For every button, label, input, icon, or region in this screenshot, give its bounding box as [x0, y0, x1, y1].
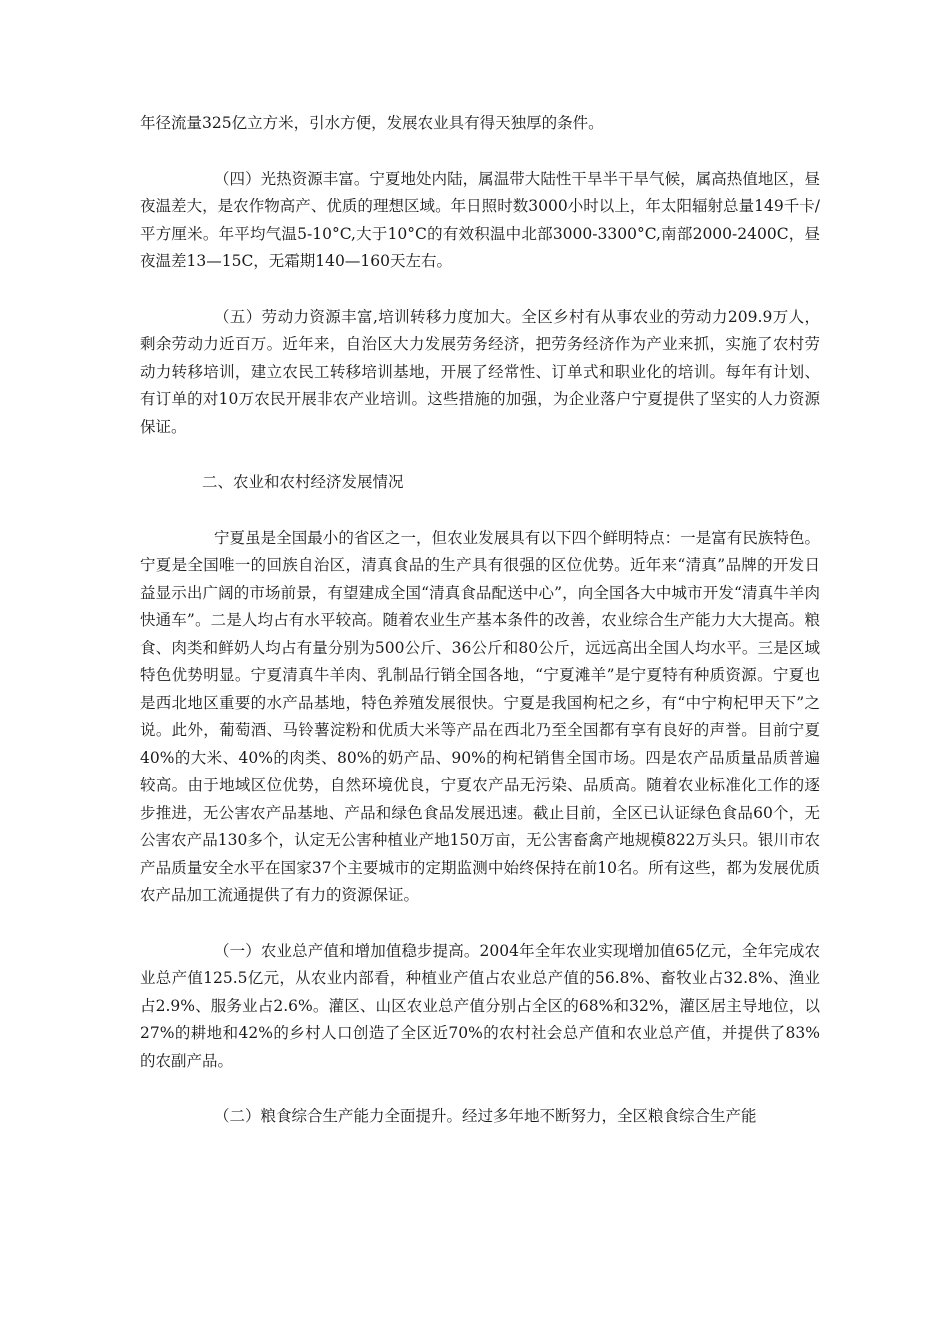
paragraph-light-heat-resources: （四）光热资源丰富。宁夏地处内陆，属温带大陆性干旱半干旱气候，属高热值地区，昼夜温差大，是农作物高产、优质的理想区域。年日照时数3000小时以上，年太阳辐射总量149千卡/平方厘米。年平均气温5-10°C,大于10°C的有效积温中北部3000-3300°C,南部2000-2400C，昼夜温差13—15C，无霜期140—160天左右。 — [140, 169, 820, 270]
document-page — [140, 110, 820, 1159]
section-heading-agriculture: 二、农业和农村经济发展情况 — [202, 473, 404, 491]
paragraph-water-flow: 年径流量325亿立方米，引水方便，发展农业具有得天独厚的条件。 — [140, 114, 604, 132]
paragraph-output-value: （一）农业总产值和增加值稳步提高。2004年全年农业实现增加值65亿元，全年完成农业总产值125.5亿元，从农业内部看，种植业产值占农业总产值的56.8%、畜牧业占32.8%、渔业占2.9%、服务业占2.6%。灌区、山区农业总产值分别占全区的68%和32%，灌区居主导地位，以27%的耕地和42%的乡村人口创造了全区近70%的农村社会总产值和农业总产值，并提供了83%的农副产品。 — [140, 941, 820, 1070]
paragraph-agriculture-features: 宁夏虽是全国最小的省区之一，但农业发展具有以下四个鲜明特点：一是富有民族特色。宁夏是全国唯一的回族自治区，清真食品的生产具有很强的区位优势。近年来“清真”品牌的开发日益显示出广阔的市场前景，有望建成全国“清真食品配送中心”，向全国各大中城市开发“清真牛羊肉快通车”。二是人均占有水平较高。随着农业生产基本条件的改善，农业综合生产能力大大提高。粮食、肉类和鲜奶人均占有量分别为500公斤、36公斤和80公斤，远远高出全国人均水平。三是区域特色优势明显。宁夏清真牛羊肉、乳制品行销全国各地，“宁夏滩羊”是宁夏特有种质资源。宁夏也是西北地区重要的水产品基地，特色养殖发展很快。宁夏是我国枸杞之乡，有“中宁枸杞甲天下”之说。此外，葡萄酒、马铃薯淀粉和优质大米等产品在西北乃至全国都有享有良好的声誉。目前宁夏40%的大米、40%的肉类、80%的奶产品、90%的枸杞销售全国市场。四是农产品质量品质普遍较高。由于地域区位优势，自然环境优良，宁夏农产品无污染、品质高。随着农业标准化工作的逐步推进，无公害农产品基地、产品和绿色食品发展迅速。截止目前，全区已认证绿色食品60个，无公害农产品130多个，认定无公害种植业产地150万亩，无公害畜禽产地规模822万头只。银川市农产品质量安全水平在国家37个主要城市的定期监测中始终保持在前10名。所有这些，都为发展优质农产品加工流通提供了有力的资源保证。 — [140, 528, 820, 904]
paragraph-labor-resources: （五）劳动力资源丰富,培训转移力度加大。全区乡村有从事农业的劳动力209.9万人，剩余劳动力近百万。近年来，自治区大力发展劳务经济，把劳务经济作为产业来抓，实施了农村劳动力转移培训，建立农民工转移培训基地，开展了经常性、订单式和职业化的培训。每年有计划、有订单的对10万农民开展非农产业培训。这些措施的加强，为企业落户宁夏提供了坚实的人力资源保证。 — [140, 307, 820, 436]
paragraph-grain-capacity: （二）粮食综合生产能力全面提升。经过多年地不断努力，全区粮食综合生产能 — [214, 1107, 757, 1125]
